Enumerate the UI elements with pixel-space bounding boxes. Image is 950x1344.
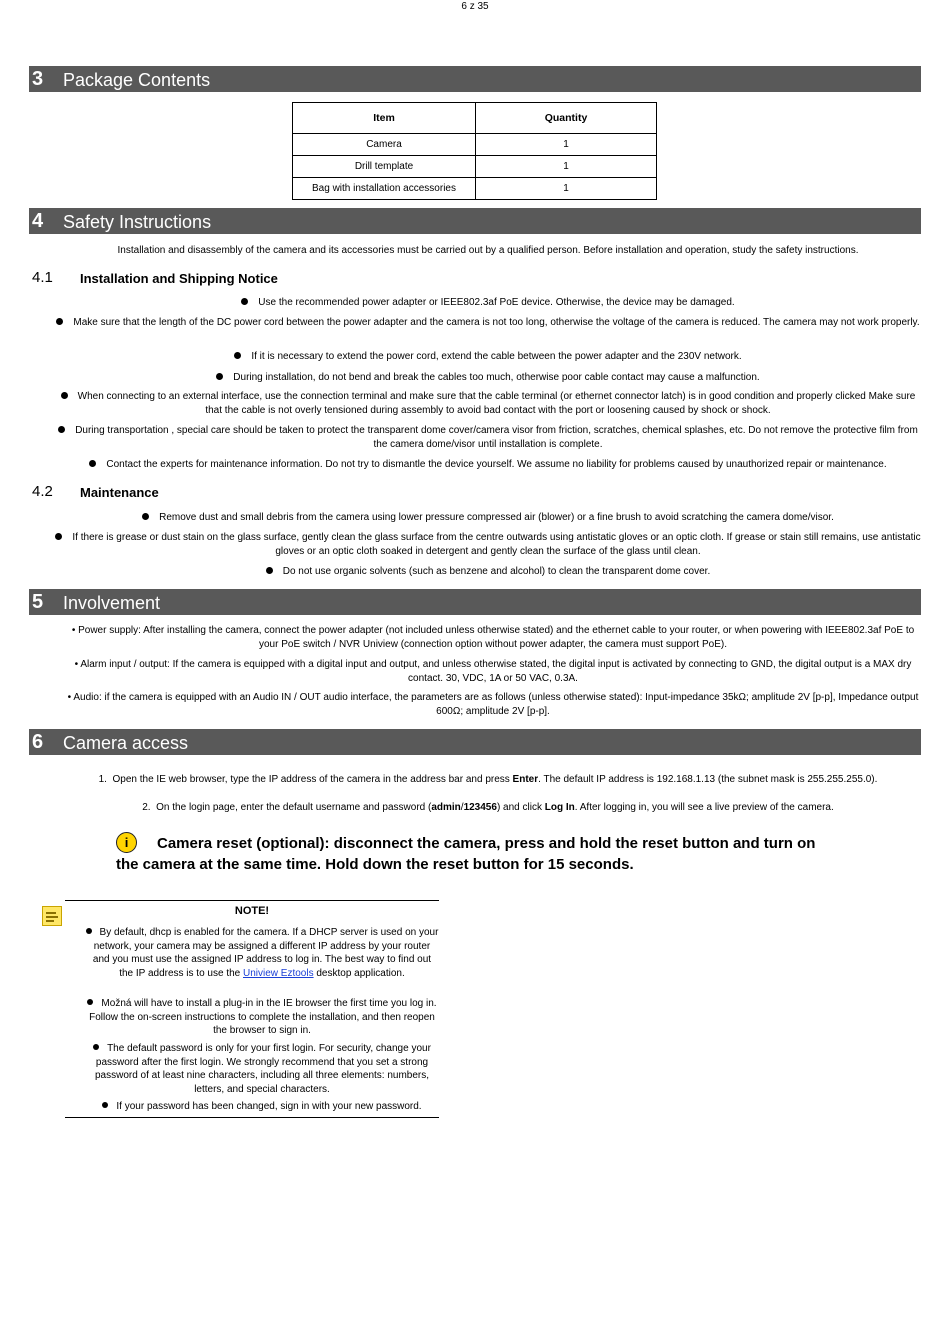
list-item bbox=[55, 511, 921, 525]
section-title: Package Contents bbox=[63, 70, 211, 90]
bullet-icon bbox=[216, 373, 223, 380]
section-title: Involvement bbox=[63, 593, 161, 613]
bullet-icon bbox=[234, 352, 241, 359]
involvement-alarm-io: • Alarm input / output: If the camera is equipped with a digital input and output, and unless otherwise stated, the digital input is activated by connecting to GND, the digital output is a MAX dry contact. 30, VDC, 1A or 50 VAC, 0.3A. bbox=[74, 659, 912, 684]
section-header-package-contents bbox=[29, 66, 921, 92]
table-row bbox=[293, 156, 657, 178]
section-number: 5 bbox=[32, 591, 44, 613]
bullet-icon bbox=[89, 460, 96, 467]
list-item bbox=[55, 390, 921, 418]
subsection-title: Maintenance bbox=[80, 485, 159, 500]
bullet-icon bbox=[86, 928, 92, 934]
camera-reset-text: Camera reset (optional): disconnect the camera, press and hold the reset button and turn on the camera at the same time. Hold down the reset button for 15 seconds. bbox=[116, 835, 816, 873]
list-item bbox=[55, 531, 921, 559]
table-cell: 1 bbox=[476, 178, 657, 200]
bullet-icon bbox=[241, 298, 248, 305]
section-title: Safety Instructions bbox=[63, 212, 212, 232]
step-text: . The default IP address is 192.168.1.13 (the subnet mask is 255.255.255.0). bbox=[538, 774, 878, 785]
bullet-icon bbox=[58, 426, 65, 433]
list-item-text: Contact the experts for maintenance information. Do not try to dismantle the device yourself. We assume no liability for problems caused by unauthorized repair or maintenance. bbox=[106, 459, 887, 470]
step-number: 1. bbox=[98, 774, 107, 785]
section-title: Camera access bbox=[63, 733, 189, 753]
step-2 bbox=[55, 801, 921, 815]
uniview-eztools-link[interactable]: Uniview Eztools bbox=[243, 967, 314, 979]
bullet-icon bbox=[56, 318, 63, 325]
note-item bbox=[85, 997, 439, 1038]
step-text: ) and click bbox=[496, 802, 545, 813]
list-item bbox=[55, 565, 921, 579]
table-header-item: Item bbox=[293, 103, 476, 134]
table-row bbox=[293, 178, 657, 200]
page-number: 6 z 35 bbox=[461, 1, 489, 12]
table-row bbox=[293, 134, 657, 156]
info-icon: i bbox=[116, 832, 137, 853]
section-number: 4 bbox=[32, 210, 44, 232]
list-item bbox=[55, 350, 921, 364]
table-cell: 1 bbox=[476, 156, 657, 178]
section-number: 3 bbox=[32, 68, 44, 90]
list-item bbox=[55, 424, 921, 452]
involvement-power-supply: • Power supply: After installing the camera, connect the power adapter (not included unless otherwise stated) and the ethernet cable to your router, or when powering with IEEE802.3af PoE to your PoE switch / NVR Uniview (connection option without power adapter, the camera must support PoE). bbox=[71, 625, 915, 650]
step-number: 2. bbox=[142, 802, 151, 813]
section-number: 6 bbox=[32, 731, 44, 753]
step-text: Open the IE web browser, type the IP address of the camera in the address bar and press bbox=[112, 774, 513, 785]
table-cell: Camera bbox=[293, 134, 476, 156]
bullet-icon bbox=[55, 533, 62, 540]
list-item-text: When connecting to an external interface, use the connection terminal and make sure that the cable terminal (or ethernet connector latch) is in good condition and properly clicked Make sure that the cable is not overly tensioned during assembly to avoid bad contact with the port or loosening caused by shock or shock. bbox=[77, 391, 916, 416]
bullet-icon bbox=[142, 513, 149, 520]
list-item bbox=[55, 316, 921, 330]
note-icon bbox=[42, 906, 62, 926]
subsection-title: Installation and Shipping Notice bbox=[80, 271, 278, 286]
list-item-text: If there is grease or dust stain on the glass surface, gently clean the glass surface from the centre outwards using antistatic gloves or an optic cloth. If grease or stain still remains, use antistatic gloves or an optic cloth soaked in detergent and gently clean the surface of the glass until clean. bbox=[72, 532, 921, 557]
note-item-text: If your password has been changed, sign in with your new password. bbox=[116, 1101, 422, 1112]
list-item-text: If it is necessary to extend the power cord, extend the cable between the power adapter and the 230V network. bbox=[251, 351, 742, 362]
step-text: / bbox=[460, 802, 464, 813]
list-item bbox=[55, 296, 921, 310]
step-text-bold: admin bbox=[431, 802, 461, 813]
table-cell: Bag with installation accessories bbox=[293, 178, 476, 200]
camera-reset-note bbox=[116, 834, 836, 874]
note-item-text: desktop application. bbox=[313, 967, 405, 979]
step-text-bold: Log In bbox=[544, 802, 575, 813]
step-1 bbox=[55, 773, 921, 787]
list-item-text: Do not use organic solvents (such as benzene and alcohol) to clean the transparent dome cover. bbox=[282, 566, 711, 577]
step-text: On the login page, enter the default username and password ( bbox=[156, 802, 432, 813]
bullet-icon bbox=[102, 1102, 108, 1108]
step-text-bold: 123456 bbox=[463, 802, 497, 813]
bullet-icon bbox=[93, 1044, 99, 1050]
table-cell: 1 bbox=[476, 134, 657, 156]
list-item-text: During installation, do not bend and break the cables too much, otherwise poor cable contact may cause a malfunction. bbox=[233, 372, 760, 383]
involvement-audio: • Audio: if the camera is equipped with an Audio IN / OUT audio interface, the parameters are as follows (unless otherwise stated): Input-impedance 35kΩ; amplitude 2V [p-p], Impedance output 600Ω; amplitude 2V [p-p]. bbox=[67, 692, 919, 717]
safety-intro: Installation and disassembly of the camera and its accessories must be carried out by a qualified person. Before installation and operation, study the safety instructions. bbox=[117, 245, 859, 256]
note-item-text: By default, dhcp is enabled for the camera. If a DHCP server is used on your network, your camera may be assigned a different IP address by your router and you must use the assigned IP address to log in. The best way to find out the IP address is to use the bbox=[92, 927, 439, 979]
list-item bbox=[55, 458, 921, 472]
package-contents-table bbox=[292, 102, 657, 200]
note-title: NOTE! bbox=[234, 905, 270, 917]
note-item-text: Možná will have to install a plug-in in the IE browser the first time you log in. Follow the on-screen instructions to complete the installation, and then reopen the browser to sign in. bbox=[89, 998, 437, 1037]
step-text: . After logging in, you will see a live preview of the camera. bbox=[574, 802, 834, 813]
list-item bbox=[55, 371, 921, 385]
list-item-text: Remove dust and small debris from the camera using lower pressure compressed air (blower) or a fine brush to avoid scratching the camera dome/visor. bbox=[159, 512, 834, 523]
table-header-quantity: Quantity bbox=[476, 103, 657, 134]
subsection-number: 4.2 bbox=[32, 483, 53, 500]
list-item-text: During transportation , special care should be taken to protect the transparent dome cover/camera visor from friction, scratches, chemical splashes, etc. Do not remove the protective film from the camera dome/visor until installation is complete. bbox=[75, 425, 918, 450]
note-item bbox=[85, 1042, 439, 1096]
table-header-row bbox=[293, 103, 657, 134]
list-item-text: Use the recommended power adapter or IEEE802.3af PoE device. Otherwise, the device may be damaged. bbox=[258, 297, 735, 308]
bullet-icon bbox=[87, 999, 93, 1005]
section-header-involvement bbox=[29, 589, 921, 615]
subsection-number: 4.1 bbox=[32, 269, 53, 286]
bullet-icon bbox=[266, 567, 273, 574]
bullet-icon bbox=[61, 392, 68, 399]
list-item-text: Make sure that the length of the DC power cord between the power adapter and the camera is not too long, otherwise the voltage of the camera is reduced. The camera may not work properly. bbox=[73, 317, 920, 328]
section-header-safety-instructions bbox=[29, 208, 921, 234]
note-item bbox=[85, 1100, 439, 1114]
note-item-text: The default password is only for your first login. For security, change your password after the first login. We strongly recommend that you set a strong password of at least nine characters, including all three elements: numbers, letters, and special characters. bbox=[94, 1043, 431, 1095]
section-header-camera-access bbox=[29, 729, 921, 755]
note-item bbox=[85, 926, 439, 980]
step-text-bold: Enter bbox=[512, 774, 539, 785]
table-cell: Drill template bbox=[293, 156, 476, 178]
